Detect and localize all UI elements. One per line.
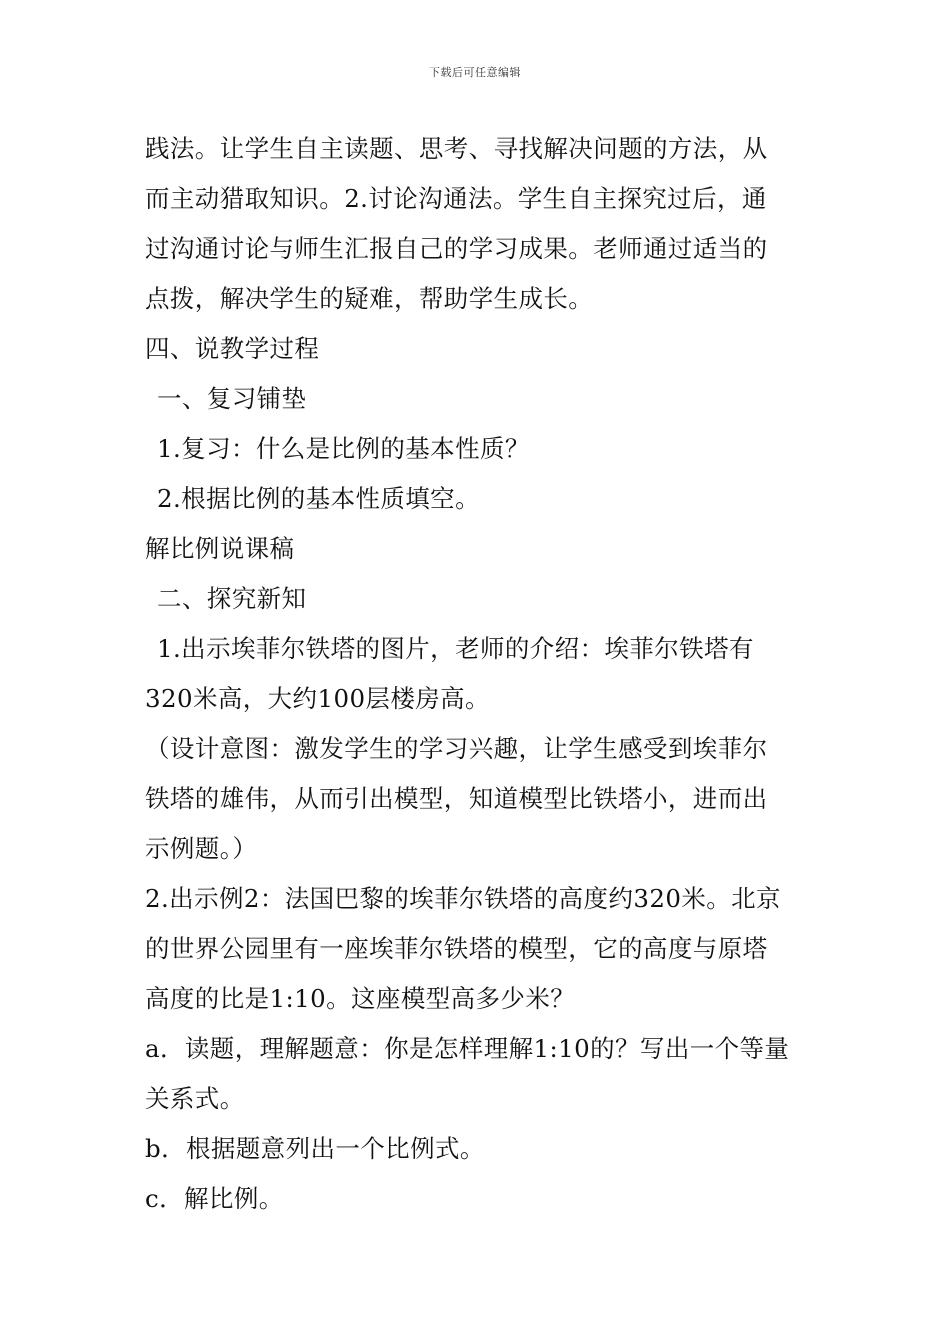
list-item: 1.复习：什么是比例的基本性质？ [157, 434, 530, 463]
list-item: 2.根据比例的基本性质填空。 [157, 484, 480, 513]
body-paragraph-line: 点拨，解决学生的疑难，帮助学生成长。 [145, 284, 594, 313]
example-problem-line: 的世界公园里有一座埃菲尔铁塔的模型，它的高度与原塔 [145, 934, 768, 963]
example-problem-line: 高度的比是1:10。这座模型高多少米？ [145, 984, 576, 1013]
subsection-heading: 一、复习铺垫 [157, 384, 307, 413]
body-paragraph-line: 而主动猎取知识。2.讨论沟通法。学生自主探究过后，通 [145, 184, 767, 213]
design-note-line: 铁塔的雄伟，从而引出模型，知道模型比铁塔小，进而出 [145, 784, 768, 813]
step-line: c．解比例。 [145, 1184, 284, 1213]
body-paragraph-line: 践法。让学生自主读题、思考、寻找解决问题的方法，从 [145, 134, 768, 163]
step-line: a．读题，理解题意：你是怎样理解1:10的？写出一个等量 [145, 1034, 790, 1063]
step-line: b．根据题意列出一个比例式。 [145, 1134, 485, 1163]
design-note-line: （设计意图：激发学生的学习兴趣，让学生感受到埃菲尔 [145, 734, 768, 763]
subsection-heading: 二、探究新知 [157, 584, 307, 613]
document-body [145, 124, 810, 1224]
list-item: 1.出示埃菲尔铁塔的图片，老师的介绍：埃菲尔铁塔有 [157, 634, 754, 663]
body-paragraph-line: 过沟通讨论与师生汇报自己的学习成果。老师通过适当的 [145, 234, 768, 263]
body-paragraph-line: 320米高，大约100层楼房高。 [145, 684, 490, 713]
example-problem-line: 2.出示例2：法国巴黎的埃菲尔铁塔的高度约320米。北京 [145, 884, 781, 913]
step-line: 关系式。 [145, 1084, 245, 1113]
design-note-line: 示例题。） [145, 834, 258, 863]
page-header: 下载后可任意编辑 [429, 66, 521, 79]
document-title-line: 解比例说课稿 [145, 534, 295, 563]
section-heading: 四、说教学过程 [145, 334, 320, 363]
